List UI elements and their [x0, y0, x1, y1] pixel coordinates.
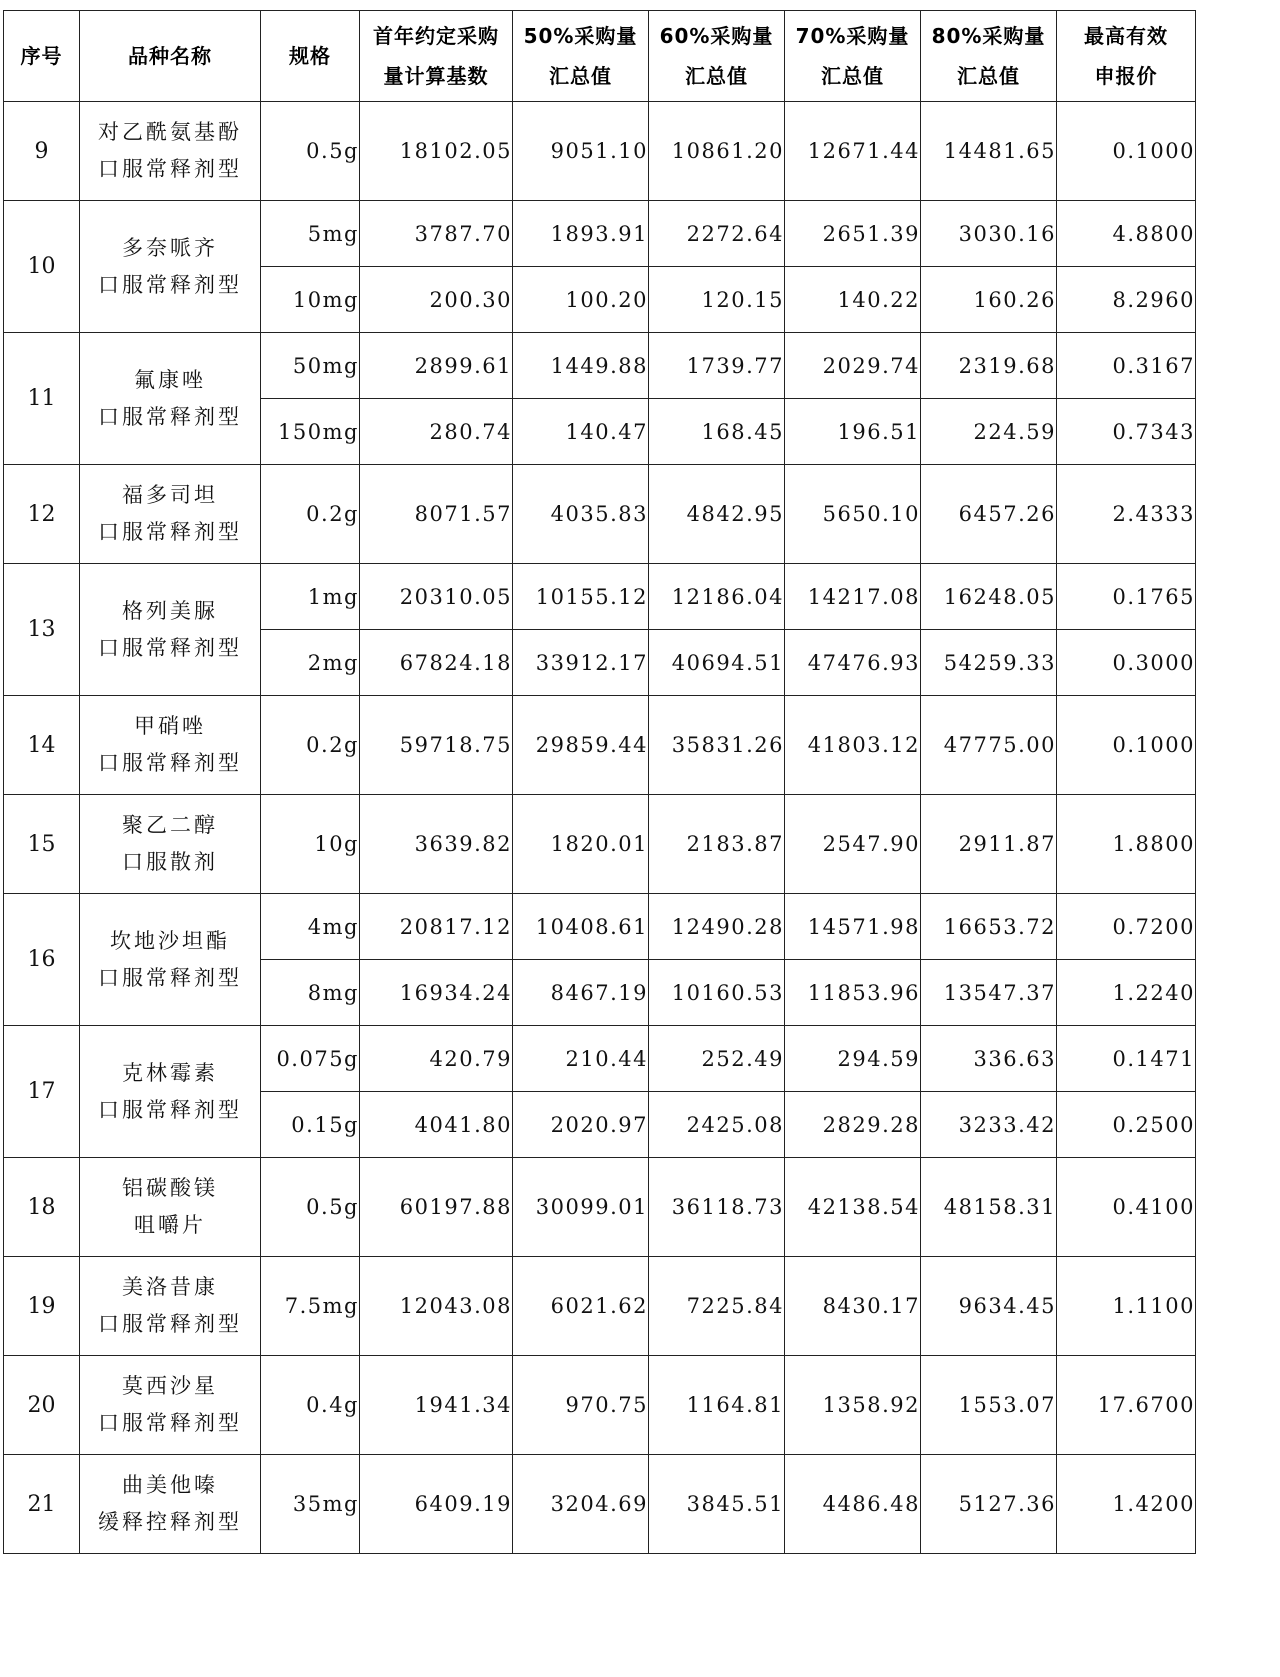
cell-max-price: 0.1765 [1057, 564, 1196, 630]
cell-80pct: 16248.05 [921, 564, 1057, 630]
cell-drug-name [80, 102, 261, 201]
table-header-row [4, 11, 1196, 102]
cell-50pct: 33912.17 [513, 630, 649, 696]
header-base [360, 11, 513, 102]
cell-50pct: 140.47 [513, 399, 649, 465]
cell-70pct: 14571.98 [785, 894, 921, 960]
drug-name-line: 咀嚼片 [134, 1213, 206, 1237]
cell-spec: 0.4g [261, 1356, 360, 1455]
cell-base: 20310.05 [360, 564, 513, 630]
header-60pct [649, 11, 785, 102]
cell-50pct: 970.75 [513, 1356, 649, 1455]
cell-70pct: 140.22 [785, 267, 921, 333]
cell-60pct: 3845.51 [649, 1455, 785, 1554]
drug-name-line: 克林霉素 [122, 1060, 218, 1085]
drug-name-line: 口服常释剂型 [98, 520, 242, 544]
table-row [4, 1356, 1196, 1455]
cell-spec: 8mg [261, 960, 360, 1026]
cell-70pct: 5650.10 [785, 465, 921, 564]
cell-60pct: 252.49 [649, 1026, 785, 1092]
drug-name-line: 美洛昔康 [122, 1275, 218, 1299]
cell-max-price: 0.3167 [1057, 333, 1196, 399]
header-line: 汇总值 [821, 64, 884, 88]
cell-80pct: 16653.72 [921, 894, 1057, 960]
cell-70pct: 47476.93 [785, 630, 921, 696]
table-row [4, 465, 1196, 564]
cell-70pct: 2547.90 [785, 795, 921, 894]
header-50pct [513, 11, 649, 102]
cell-50pct: 6021.62 [513, 1257, 649, 1356]
cell-50pct: 29859.44 [513, 696, 649, 795]
cell-70pct: 2029.74 [785, 333, 921, 399]
cell-seq: 11 [4, 333, 80, 465]
cell-60pct: 40694.51 [649, 630, 785, 696]
cell-50pct: 30099.01 [513, 1158, 649, 1257]
cell-base: 420.79 [360, 1026, 513, 1092]
cell-60pct: 1164.81 [649, 1356, 785, 1455]
header-max-price [1057, 11, 1196, 102]
cell-seq: 17 [4, 1026, 80, 1158]
cell-drug-name [80, 795, 261, 894]
cell-60pct: 36118.73 [649, 1158, 785, 1257]
cell-70pct: 41803.12 [785, 696, 921, 795]
drug-name-line: 口服常释剂型 [98, 157, 242, 181]
drug-name-line: 甲硝唑 [134, 714, 206, 738]
header-line: 首年约定采购 [373, 24, 499, 48]
cell-max-price: 0.4100 [1057, 1158, 1196, 1257]
cell-drug-name [80, 1257, 261, 1356]
cell-50pct: 8467.19 [513, 960, 649, 1026]
cell-spec: 2mg [261, 630, 360, 696]
cell-max-price: 1.8800 [1057, 795, 1196, 894]
header-spec [261, 11, 360, 102]
cell-80pct: 2911.87 [921, 795, 1057, 894]
cell-50pct: 3204.69 [513, 1455, 649, 1554]
drug-name-line: 口服常释剂型 [98, 1097, 242, 1122]
cell-max-price: 0.3000 [1057, 630, 1196, 696]
cell-spec: 1mg [261, 564, 360, 630]
drug-name-line: 多奈哌齐 [122, 235, 218, 260]
cell-seq: 13 [4, 564, 80, 696]
cell-spec: 7.5mg [261, 1257, 360, 1356]
cell-drug-name [80, 201, 261, 333]
cell-80pct: 3030.16 [921, 201, 1057, 267]
cell-max-price: 1.1100 [1057, 1257, 1196, 1356]
cell-80pct: 3233.42 [921, 1092, 1057, 1158]
cell-base: 280.74 [360, 399, 513, 465]
header-line: 50%采购量 [523, 24, 638, 48]
table-row [4, 201, 1196, 267]
cell-50pct: 1449.88 [513, 333, 649, 399]
cell-80pct: 13547.37 [921, 960, 1057, 1026]
cell-base: 18102.05 [360, 102, 513, 201]
drug-name-line: 坎地沙坦酯 [110, 928, 230, 953]
cell-base: 67824.18 [360, 630, 513, 696]
drug-name-line: 口服散剂 [122, 850, 218, 874]
cell-seq: 9 [4, 102, 80, 201]
cell-60pct: 12186.04 [649, 564, 785, 630]
table-row [4, 894, 1196, 960]
table-row [4, 795, 1196, 894]
cell-spec: 150mg [261, 399, 360, 465]
cell-50pct: 10155.12 [513, 564, 649, 630]
cell-drug-name [80, 1158, 261, 1257]
cell-70pct: 2829.28 [785, 1092, 921, 1158]
cell-50pct: 4035.83 [513, 465, 649, 564]
drug-name-line: 口服常释剂型 [98, 635, 242, 660]
cell-80pct: 54259.33 [921, 630, 1057, 696]
cell-max-price: 0.1000 [1057, 696, 1196, 795]
cell-base: 3787.70 [360, 201, 513, 267]
cell-drug-name [80, 894, 261, 1026]
header-line: 最高有效 [1084, 24, 1168, 48]
cell-base: 1941.34 [360, 1356, 513, 1455]
header-line: 汇总值 [549, 64, 612, 88]
cell-80pct: 5127.36 [921, 1455, 1057, 1554]
cell-base: 8071.57 [360, 465, 513, 564]
header-80pct [921, 11, 1057, 102]
cell-80pct: 336.63 [921, 1026, 1057, 1092]
cell-60pct: 2183.87 [649, 795, 785, 894]
table-body [4, 102, 1196, 1554]
cell-base: 60197.88 [360, 1158, 513, 1257]
procurement-table [3, 10, 1196, 1554]
cell-max-price: 0.1000 [1057, 102, 1196, 201]
drug-name-line: 铝碳酸镁 [122, 1176, 218, 1200]
table-row [4, 1455, 1196, 1554]
cell-spec: 0.15g [261, 1092, 360, 1158]
drug-name-line: 口服常释剂型 [98, 1312, 242, 1336]
drug-name-line: 口服常释剂型 [98, 272, 242, 297]
header-line: 申报价 [1094, 64, 1158, 88]
cell-60pct: 168.45 [649, 399, 785, 465]
cell-spec: 10g [261, 795, 360, 894]
cell-80pct: 14481.65 [921, 102, 1057, 201]
drug-name-line: 福多司坦 [122, 483, 218, 507]
cell-base: 59718.75 [360, 696, 513, 795]
cell-spec: 10mg [261, 267, 360, 333]
cell-max-price: 17.6700 [1057, 1356, 1196, 1455]
header-line: 汇总值 [685, 64, 748, 88]
drug-name-line: 氟康唑 [134, 367, 206, 392]
drug-name-line: 莫西沙星 [122, 1374, 218, 1398]
drug-name-line: 口服常释剂型 [98, 965, 242, 990]
cell-80pct: 2319.68 [921, 333, 1057, 399]
table-row [4, 1158, 1196, 1257]
cell-70pct: 196.51 [785, 399, 921, 465]
cell-60pct: 10160.53 [649, 960, 785, 1026]
header-line: 序号 [20, 44, 63, 68]
cell-seq: 10 [4, 201, 80, 333]
header-line: 规格 [289, 44, 331, 68]
cell-spec: 50mg [261, 333, 360, 399]
cell-60pct: 1739.77 [649, 333, 785, 399]
cell-70pct: 11853.96 [785, 960, 921, 1026]
cell-seq: 15 [4, 795, 80, 894]
cell-seq: 12 [4, 465, 80, 564]
drug-name-line: 聚乙二醇 [122, 813, 218, 837]
cell-base: 3639.82 [360, 795, 513, 894]
drug-name-line: 口服常释剂型 [98, 404, 242, 429]
cell-max-price: 1.2240 [1057, 960, 1196, 1026]
cell-50pct: 9051.10 [513, 102, 649, 201]
drug-name-line: 曲美他嗪 [122, 1473, 218, 1497]
cell-seq: 19 [4, 1257, 80, 1356]
cell-50pct: 100.20 [513, 267, 649, 333]
cell-80pct: 9634.45 [921, 1257, 1057, 1356]
cell-spec: 0.2g [261, 465, 360, 564]
drug-name-line: 对乙酰氨基酚 [98, 120, 242, 144]
cell-base: 12043.08 [360, 1257, 513, 1356]
cell-spec: 0.5g [261, 102, 360, 201]
cell-80pct: 48158.31 [921, 1158, 1057, 1257]
cell-60pct: 10861.20 [649, 102, 785, 201]
cell-seq: 18 [4, 1158, 80, 1257]
cell-70pct: 8430.17 [785, 1257, 921, 1356]
cell-max-price: 0.1471 [1057, 1026, 1196, 1092]
cell-max-price: 2.4333 [1057, 465, 1196, 564]
table-row [4, 696, 1196, 795]
drug-name-line: 缓释控释剂型 [98, 1510, 242, 1534]
cell-base: 200.30 [360, 267, 513, 333]
table-row [4, 102, 1196, 201]
cell-max-price: 8.2960 [1057, 267, 1196, 333]
cell-drug-name [80, 1455, 261, 1554]
drug-name-line: 格列美脲 [122, 598, 218, 623]
table-row [4, 1257, 1196, 1356]
cell-seq: 14 [4, 696, 80, 795]
cell-50pct: 10408.61 [513, 894, 649, 960]
header-line: 品种名称 [128, 44, 212, 68]
cell-60pct: 12490.28 [649, 894, 785, 960]
cell-60pct: 7225.84 [649, 1257, 785, 1356]
cell-spec: 0.075g [261, 1026, 360, 1092]
header-name [80, 11, 261, 102]
cell-50pct: 210.44 [513, 1026, 649, 1092]
cell-spec: 4mg [261, 894, 360, 960]
cell-max-price: 4.8800 [1057, 201, 1196, 267]
cell-seq: 21 [4, 1455, 80, 1554]
cell-70pct: 1358.92 [785, 1356, 921, 1455]
cell-50pct: 1893.91 [513, 201, 649, 267]
cell-80pct: 47775.00 [921, 696, 1057, 795]
cell-drug-name [80, 1026, 261, 1158]
cell-60pct: 120.15 [649, 267, 785, 333]
cell-seq: 20 [4, 1356, 80, 1455]
cell-spec: 0.5g [261, 1158, 360, 1257]
cell-max-price: 1.4200 [1057, 1455, 1196, 1554]
cell-drug-name [80, 1356, 261, 1455]
cell-80pct: 6457.26 [921, 465, 1057, 564]
cell-spec: 0.2g [261, 696, 360, 795]
cell-60pct: 2272.64 [649, 201, 785, 267]
cell-base: 4041.80 [360, 1092, 513, 1158]
cell-70pct: 14217.08 [785, 564, 921, 630]
cell-60pct: 35831.26 [649, 696, 785, 795]
table-row [4, 564, 1196, 630]
cell-seq: 16 [4, 894, 80, 1026]
table-row [4, 1026, 1196, 1092]
header-70pct [785, 11, 921, 102]
cell-70pct: 42138.54 [785, 1158, 921, 1257]
cell-80pct: 1553.07 [921, 1356, 1057, 1455]
cell-drug-name [80, 564, 261, 696]
cell-drug-name [80, 465, 261, 564]
cell-spec: 5mg [261, 201, 360, 267]
header-line: 汇总值 [957, 64, 1020, 88]
cell-max-price: 0.7200 [1057, 894, 1196, 960]
drug-name-line: 口服常释剂型 [98, 751, 242, 775]
cell-70pct: 12671.44 [785, 102, 921, 201]
cell-max-price: 0.7343 [1057, 399, 1196, 465]
cell-drug-name [80, 333, 261, 465]
header-line: 60%采购量 [659, 24, 774, 48]
cell-70pct: 294.59 [785, 1026, 921, 1092]
cell-max-price: 0.2500 [1057, 1092, 1196, 1158]
cell-50pct: 2020.97 [513, 1092, 649, 1158]
cell-drug-name [80, 696, 261, 795]
cell-60pct: 4842.95 [649, 465, 785, 564]
header-line: 80%采购量 [931, 24, 1046, 48]
cell-spec: 35mg [261, 1455, 360, 1554]
cell-80pct: 224.59 [921, 399, 1057, 465]
header-seq [4, 11, 80, 102]
header-line: 70%采购量 [795, 24, 910, 48]
drug-name-line: 口服常释剂型 [98, 1411, 242, 1435]
header-line: 量计算基数 [383, 64, 489, 88]
cell-base: 16934.24 [360, 960, 513, 1026]
cell-base: 6409.19 [360, 1455, 513, 1554]
cell-70pct: 4486.48 [785, 1455, 921, 1554]
cell-50pct: 1820.01 [513, 795, 649, 894]
table-row [4, 333, 1196, 399]
cell-80pct: 160.26 [921, 267, 1057, 333]
cell-70pct: 2651.39 [785, 201, 921, 267]
cell-60pct: 2425.08 [649, 1092, 785, 1158]
cell-base: 20817.12 [360, 894, 513, 960]
cell-base: 2899.61 [360, 333, 513, 399]
